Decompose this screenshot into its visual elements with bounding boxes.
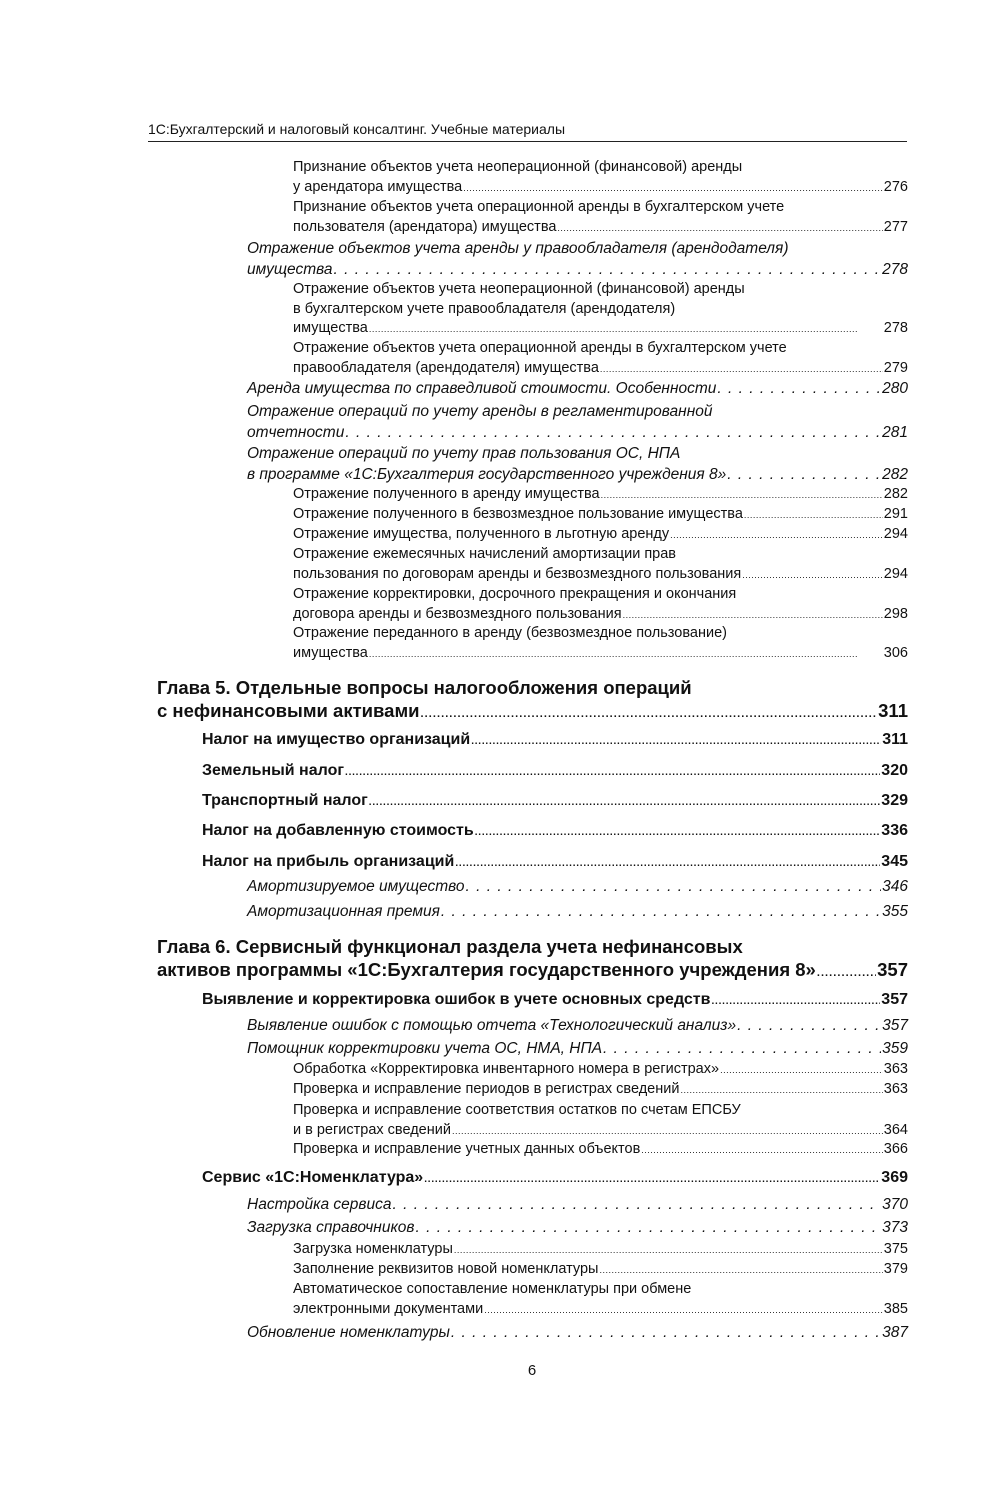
toc-entry-page: 329 xyxy=(881,792,908,809)
toc-entry-page: 276 xyxy=(883,178,908,195)
dot-leader xyxy=(424,1170,880,1190)
toc-entry-page: 291 xyxy=(883,506,908,522)
toc-entry-page: 277 xyxy=(883,218,908,235)
dot-leader xyxy=(742,566,883,586)
toc-entry xyxy=(157,676,908,726)
toc-entry-title: Обновление номенклатуры xyxy=(247,1324,450,1341)
toc-entry-page: 311 xyxy=(878,700,908,721)
toc-entry xyxy=(293,545,908,585)
dot-leader xyxy=(334,260,882,281)
toc-entry xyxy=(202,761,908,783)
toc-entry-title-line: Отражение корректировки, досрочного прекращения и окончания xyxy=(293,586,737,602)
dot-leader xyxy=(737,1016,881,1037)
toc-entry-title-line: Отражение операций по учету прав пользования ОС, НПА xyxy=(247,445,681,462)
toc-entry-page: 379 xyxy=(883,1261,908,1277)
toc-entry xyxy=(293,1101,908,1141)
toc-entry-page: 370 xyxy=(882,1196,908,1213)
dot-leader xyxy=(603,1039,881,1060)
toc-entry-title: Проверка и исправление периодов в регистрах сведений xyxy=(293,1081,680,1097)
dot-leader xyxy=(744,506,883,526)
toc-entry-title: Аренда имущества по справедливой стоимости. Особенности xyxy=(247,380,717,397)
toc-entry-title: Выявление и корректировка ошибок в учете основных средств xyxy=(202,991,711,1008)
toc-entry-page: 364 xyxy=(883,1121,908,1138)
dot-leader xyxy=(600,360,883,380)
toc-entry-page: 294 xyxy=(883,565,908,582)
toc-entry xyxy=(202,730,908,752)
dot-leader xyxy=(454,1241,883,1261)
toc-entry-page: 346 xyxy=(882,878,908,895)
dot-leader xyxy=(369,320,883,340)
toc-entry xyxy=(202,821,908,843)
toc-entry-page: 345 xyxy=(881,853,908,870)
toc-entry xyxy=(293,158,908,198)
toc-entry xyxy=(202,791,908,813)
toc-entry-title-line: Глава 6. Сервисный функционал раздела учета нефинансовых xyxy=(157,936,743,957)
toc-entry-title: с нефинансовыми активами xyxy=(157,700,420,721)
dot-leader xyxy=(441,902,881,923)
toc-entry-page: 375 xyxy=(883,1241,908,1257)
toc-entry-page: 320 xyxy=(881,762,908,779)
toc-entry-page: 385 xyxy=(883,1300,908,1317)
toc-entry-title: Налог на имущество организаций xyxy=(202,731,471,748)
dot-leader xyxy=(623,606,883,626)
toc-entry xyxy=(247,402,908,443)
toc-entry-title: отчетности xyxy=(247,423,345,441)
dot-leader xyxy=(345,763,880,783)
toc-entry-page: 294 xyxy=(883,526,908,542)
toc-entry-title: Налог на добавленную стоимость xyxy=(202,822,474,839)
toc-entry xyxy=(247,444,908,485)
toc-entry-title: имущества xyxy=(293,644,368,661)
dot-leader xyxy=(455,854,880,874)
dot-leader xyxy=(670,526,883,546)
toc-entry-title: Налог на прибыль организаций xyxy=(202,853,455,870)
toc-entry-page: 279 xyxy=(883,359,908,376)
toc-entry-title-line: Отражение переданного в аренду (безвозмездное пользование) xyxy=(293,625,727,641)
dot-leader xyxy=(484,1301,883,1321)
toc-entry xyxy=(247,902,908,923)
toc-entry-page: 369 xyxy=(881,1169,908,1186)
toc-entry-title: Загрузка справочников xyxy=(247,1219,415,1236)
toc-entry-page: 336 xyxy=(881,822,908,839)
toc-entry xyxy=(247,379,908,400)
toc-entry xyxy=(293,1240,908,1261)
toc-entry xyxy=(247,1039,908,1060)
dot-leader xyxy=(415,1218,881,1239)
dot-leader xyxy=(369,645,883,665)
toc-entry-page: 357 xyxy=(877,959,908,980)
toc-entry-title-line: Отражение ежемесячных начислений амортизации прав xyxy=(293,546,677,562)
dot-leader xyxy=(466,877,882,898)
toc-entry xyxy=(247,239,908,280)
toc-entry-title: Сервис «1С:Номенклатура» xyxy=(202,1169,424,1186)
toc-entry-page: 298 xyxy=(883,605,908,622)
dot-leader xyxy=(599,1261,882,1281)
toc-entry xyxy=(247,1016,908,1037)
toc-entry-page: 311 xyxy=(882,731,908,748)
toc-entry xyxy=(202,852,908,874)
toc-entry-page: 357 xyxy=(882,1017,908,1034)
toc-entry-title: пользования по договорам аренды и безвозмездного пользования xyxy=(293,565,742,582)
toc-entry-page: 306 xyxy=(883,644,908,661)
dot-leader xyxy=(471,732,881,752)
dot-leader xyxy=(557,219,882,239)
toc-entry-title: у арендатора имущества xyxy=(293,178,463,195)
dot-leader xyxy=(452,1122,883,1142)
toc-entry-title: Транспортный налог xyxy=(202,792,368,809)
toc-entry-page: 366 xyxy=(883,1141,908,1157)
toc-entry xyxy=(247,1323,908,1344)
toc-entry-title: Земельный налог xyxy=(202,762,345,779)
toc-entry-title-line: Автоматическое сопоставление номенклатуры при обмене xyxy=(293,1281,692,1297)
toc-entry-title-line: в бухгалтерском учете правообладателя (арендодателя) xyxy=(293,300,676,317)
toc-entry-title: Отражение полученного в аренду имущества xyxy=(293,486,600,502)
toc-entry-title-line: Проверка и исправление соответствия остатков по счетам ЕПСБУ xyxy=(293,1102,741,1118)
toc-entry-title: электронными документами xyxy=(293,1300,484,1317)
dot-leader xyxy=(451,1323,881,1344)
toc-entry-page: 355 xyxy=(882,903,908,920)
toc-entry-title: имущества xyxy=(293,320,368,336)
toc-entry-title: Проверка и исправление учетных данных объектов xyxy=(293,1141,641,1157)
toc-entry-title: и в регистрах сведений xyxy=(293,1121,451,1138)
toc-entry-title: Загрузка номенклатуры xyxy=(293,1241,453,1257)
toc-entry xyxy=(202,990,908,1012)
toc-entry-page: 363 xyxy=(883,1081,908,1097)
toc-entry-title: пользователя (арендатора) имущества xyxy=(293,218,557,235)
toc-entry xyxy=(247,1218,908,1239)
toc-entry xyxy=(157,935,908,985)
toc-entry xyxy=(293,585,908,625)
running-header: 1С:Бухгалтерский и налоговый консалтинг. Учебные материалы xyxy=(148,121,907,142)
dot-leader xyxy=(727,465,881,486)
toc-entry-page: 282 xyxy=(882,465,908,483)
toc-entry xyxy=(293,198,908,238)
toc-entry xyxy=(293,525,908,546)
dot-leader xyxy=(641,1141,883,1161)
toc-entry xyxy=(247,1195,908,1216)
toc-entry-title-line: Отражение объектов учета операционной аренды в бухгалтерском учете xyxy=(293,340,787,356)
toc-entry xyxy=(293,280,908,340)
toc-entry-page: 281 xyxy=(882,423,908,441)
toc-entry xyxy=(293,485,908,506)
toc-entry xyxy=(293,1060,908,1081)
toc-entry xyxy=(293,505,908,526)
toc-entry-title: в программе «1С:Бухгалтерия государственного учреждения 8» xyxy=(247,465,727,483)
toc-entry-title: Заполнение реквизитов новой номенклатуры xyxy=(293,1261,599,1277)
toc-entry-title: Отражение полученного в безвозмездное пользование имущества xyxy=(293,506,743,522)
toc-entry-title: Помощник корректировки учета ОС, НМА, НПА xyxy=(247,1040,603,1057)
dot-leader xyxy=(717,379,881,400)
toc-entry xyxy=(202,1168,908,1190)
toc-entry xyxy=(293,1080,908,1101)
toc-entry-title-line: Отражение операций по учету аренды в регламентированной xyxy=(247,403,713,420)
toc-entry-title-line: Отражение объектов учета неоперационной (финансовой) аренды xyxy=(293,281,745,297)
toc-entry-title: правообладателя (арендодателя) имущества xyxy=(293,359,599,376)
toc-entry-title: Отражение имущества, полученного в льготную аренду xyxy=(293,526,670,542)
dot-leader xyxy=(392,1195,881,1216)
toc-entry-page: 387 xyxy=(882,1324,908,1341)
toc-entry-title-line: Отражение объектов учета аренды у правообладателя (арендодателя) xyxy=(247,240,789,257)
dot-leader xyxy=(463,179,883,199)
dot-leader xyxy=(711,992,880,1012)
dot-leader xyxy=(817,962,876,985)
dot-leader xyxy=(475,823,881,843)
toc-entry-title: Амортизационная премия xyxy=(247,903,440,920)
toc-entry-page: 280 xyxy=(882,380,908,397)
toc-entry xyxy=(293,1260,908,1281)
dot-leader xyxy=(421,703,878,726)
toc-entry-page: 373 xyxy=(882,1219,908,1236)
toc-entry-title-line: Признание объектов учета неоперационной (финансовой) аренды xyxy=(293,159,743,175)
toc-entry-page: 278 xyxy=(882,260,908,278)
toc-entry-page: 357 xyxy=(881,991,908,1008)
toc-entry-title: имущества xyxy=(247,260,333,278)
toc-entry-title: Настройка сервиса xyxy=(247,1196,392,1213)
toc-entry-title: Обработка «Корректировка инвентарного номера в регистрах» xyxy=(293,1061,720,1077)
toc-entry-title: договора аренды и безвозмездного пользования xyxy=(293,605,622,622)
toc-entry xyxy=(293,339,908,379)
toc-entry-title-line: Признание объектов учета операционной аренды в бухгалтерском учете xyxy=(293,199,785,215)
toc-entry-title-line: Глава 5. Отдельные вопросы налогообложения операций xyxy=(157,677,692,698)
toc-entry-title: активов программы «1С:Бухгалтерия государственного учреждения 8» xyxy=(157,959,816,980)
dot-leader xyxy=(601,486,883,506)
dot-leader xyxy=(720,1061,883,1081)
toc-entry-page: 363 xyxy=(883,1061,908,1077)
toc-entry xyxy=(293,624,908,664)
toc-entry xyxy=(293,1140,908,1161)
page-number: 6 xyxy=(527,1362,537,1379)
toc-entry-page: 282 xyxy=(883,486,908,502)
toc-entry xyxy=(293,1280,908,1320)
toc-entry-page: 278 xyxy=(883,320,908,336)
toc-entry-title: Выявление ошибок с помощью отчета «Технологический анализ» xyxy=(247,1017,737,1034)
dot-leader xyxy=(369,793,881,813)
toc-entry xyxy=(247,877,908,898)
dot-leader xyxy=(345,423,881,444)
dot-leader xyxy=(680,1081,882,1101)
toc-entry-page: 359 xyxy=(882,1040,908,1057)
toc-entry-title: Амортизируемое имущество xyxy=(247,878,465,895)
